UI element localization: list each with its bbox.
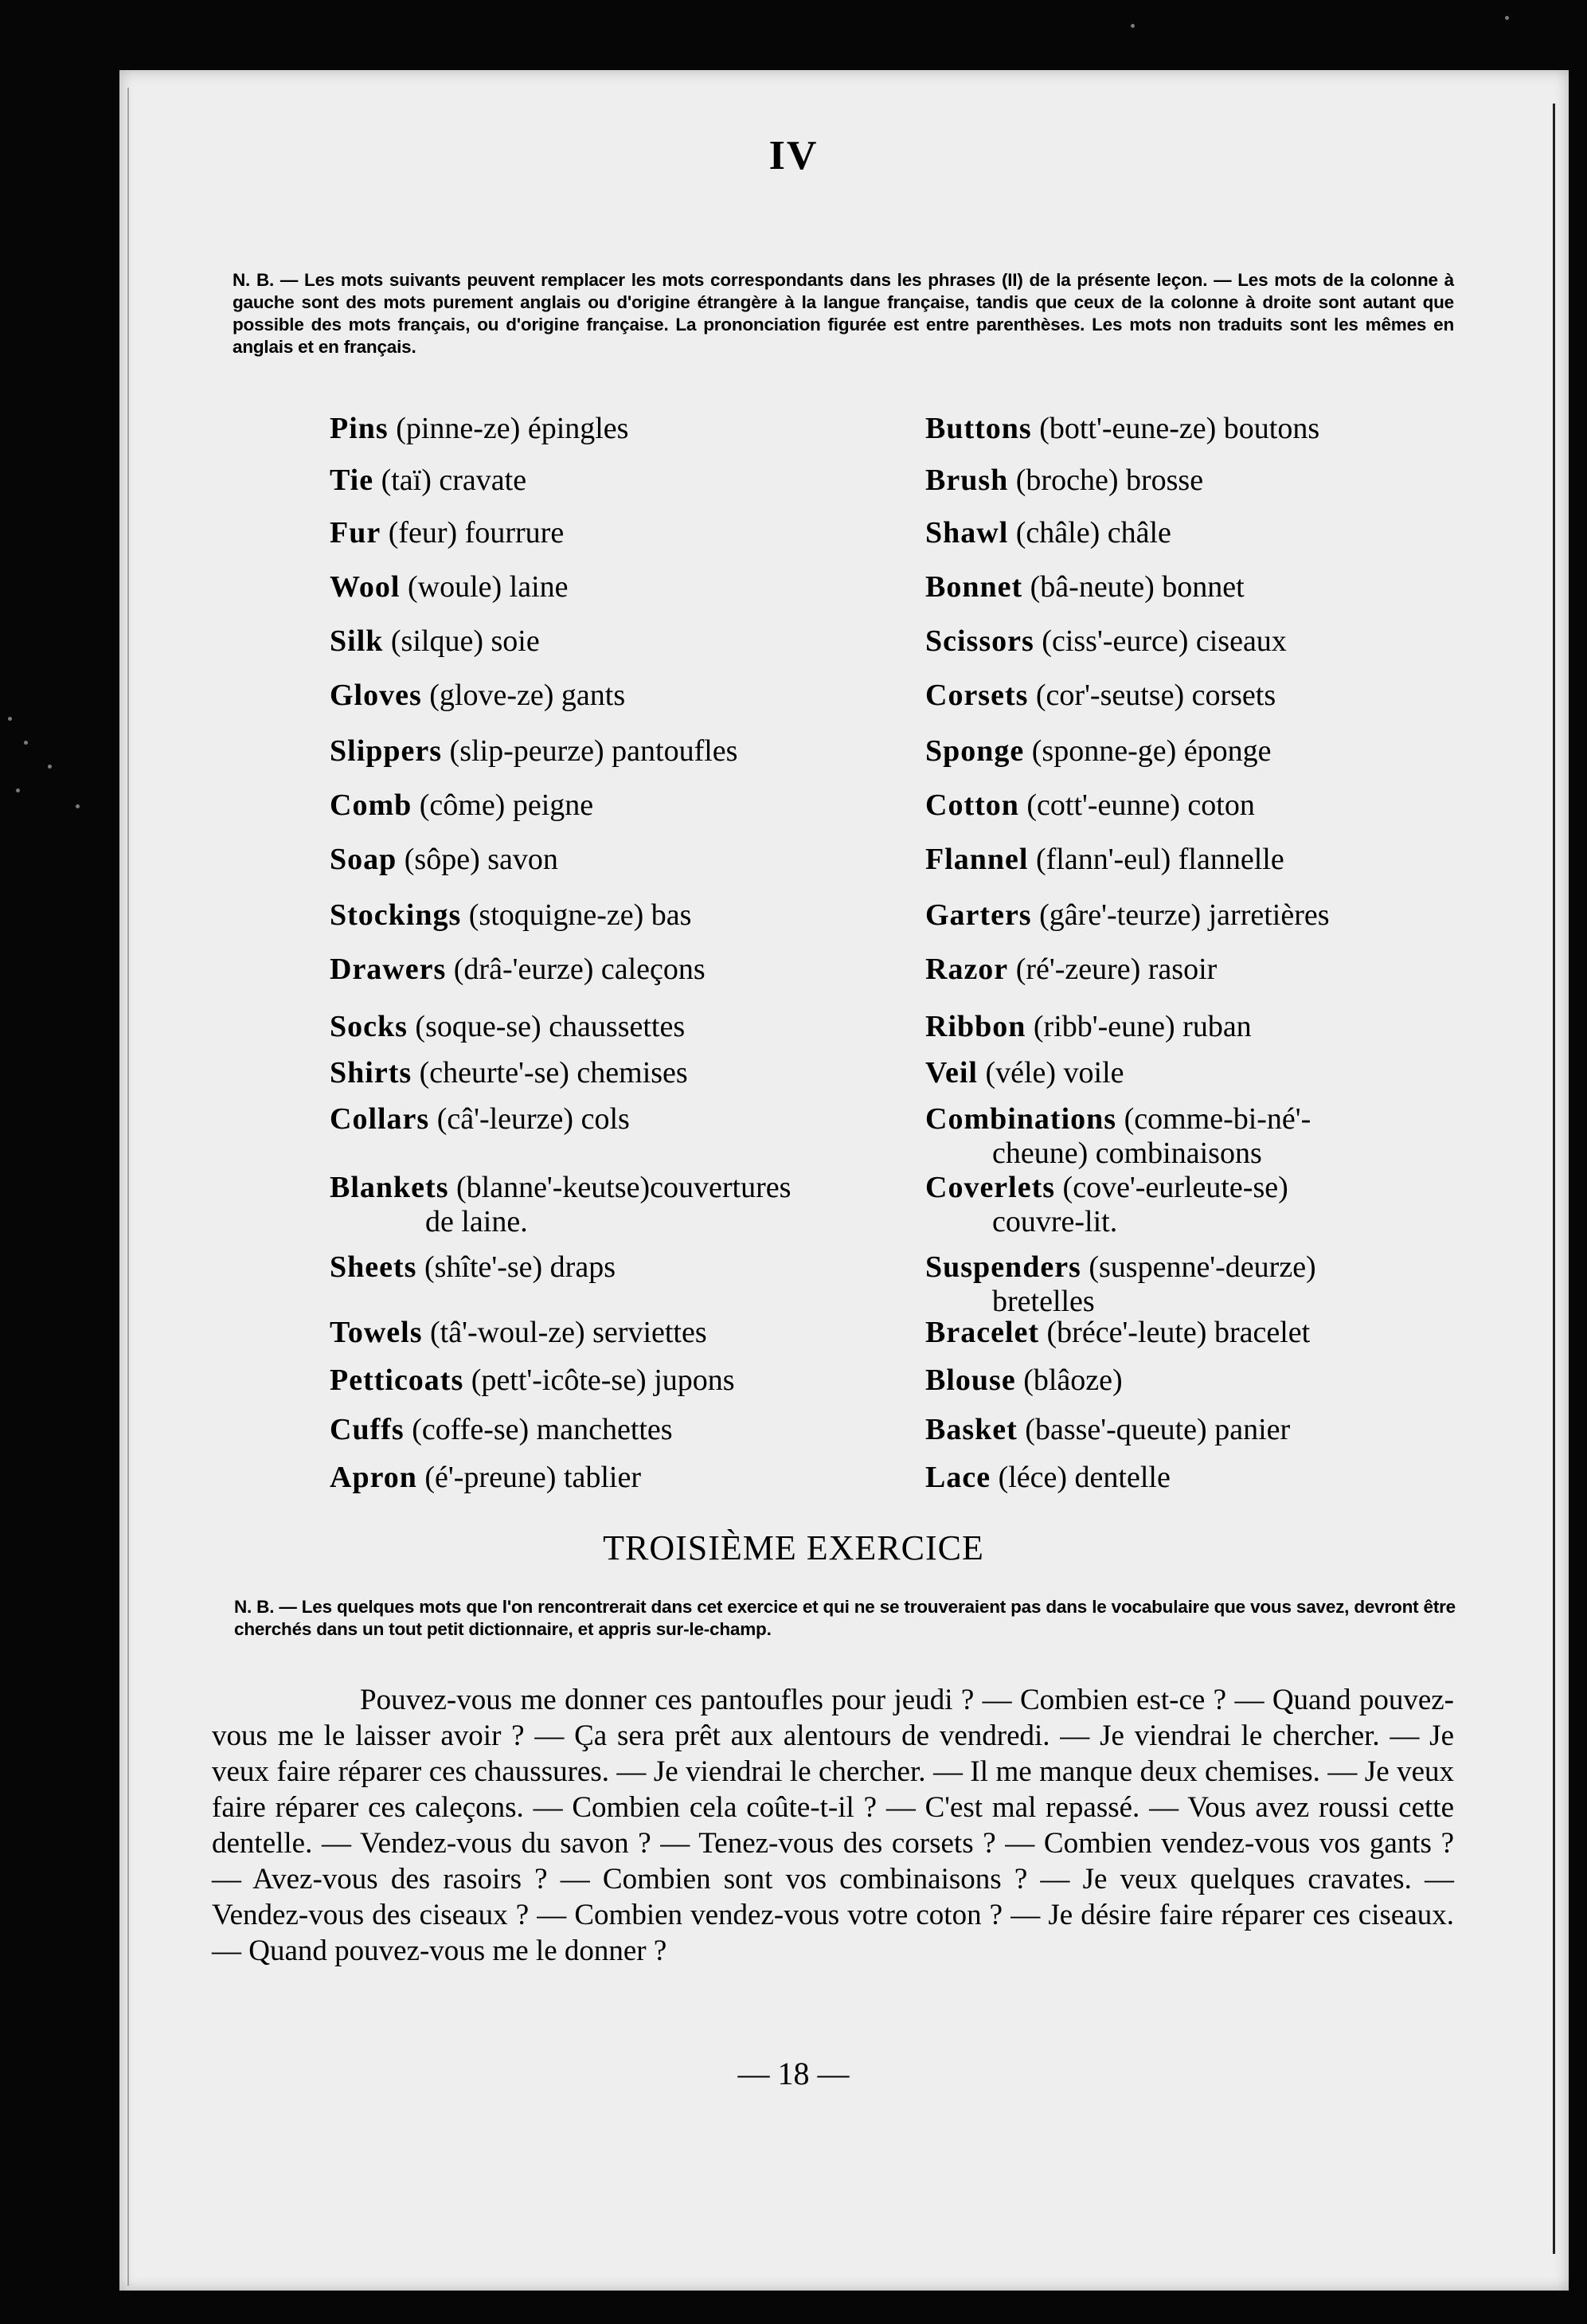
vocab-word: Tie: [330, 464, 374, 497]
vocab-word: Ribbon: [925, 1010, 1026, 1043]
vocab-entry-right: [925, 516, 1171, 550]
vocab-entry-right: [925, 464, 1203, 498]
vocab-word: Socks: [330, 1010, 408, 1043]
vocab-pronunciation-translation: (suspenne'-deurze): [1081, 1250, 1316, 1284]
vocab-word: Slippers: [330, 734, 443, 768]
vocab-word: Gloves: [330, 679, 422, 712]
vocab-pronunciation-translation: (pett'-icôte-se) jupons: [463, 1363, 735, 1397]
vocab-entry-right: [925, 1413, 1290, 1447]
vocab-entry-right: [925, 788, 1255, 823]
vocab-entry-right: [925, 1316, 1310, 1350]
vocab-pronunciation-translation: (bâ-neute) bonnet: [1022, 570, 1245, 604]
vocab-pronunciation-translation: (glove-ze) gants: [421, 679, 626, 712]
vocab-word: Stockings: [330, 898, 462, 932]
vocab-pronunciation-translation: (taï) cravate: [373, 464, 527, 497]
vocab-pronunciation-translation: (léce) dentelle: [991, 1461, 1171, 1494]
vocab-word: Apron: [330, 1461, 417, 1494]
vocab-entry-left: [330, 679, 625, 713]
vocab-entry-right: [925, 734, 1272, 769]
vocab-word: Garters: [925, 898, 1032, 932]
vocab-entry-left: [330, 734, 737, 769]
vocab-word: Bracelet: [925, 1316, 1040, 1349]
vocab-entry-right: [925, 1171, 1288, 1239]
note-exercise: [213, 1596, 1456, 1641]
note-top-text: N. B. — Les mots suivants peuvent remplacer les mots correspondants dans les phrases (II) de la présente leçon. — Les mots de la colonne à gauche sont des mots purement anglais ou d'origine étrangère à la langue française, tandis que ceux de la colonne à droite sont autant que possible des mots français, ou d'origine française. La prononciation figurée est entre parenthèses. Les mots non traduits sont les mêmes en anglais et en français.: [233, 270, 1454, 357]
vocab-pronunciation-translation: (bott'-eune-ze) boutons: [1031, 412, 1320, 445]
vocab-pronunciation-translation: (ribb'-eune) ruban: [1026, 1010, 1252, 1043]
vocab-word: Combinations: [925, 1102, 1117, 1136]
vocab-entry-left: [330, 953, 706, 987]
vocab-entry-right: [925, 1363, 1123, 1398]
vocab-entry-left: [330, 516, 564, 550]
vocab-word: Silk: [330, 624, 384, 658]
vocab-word: Sponge: [925, 734, 1025, 768]
vocab-continuation: cheune) combinaisons: [992, 1137, 1262, 1170]
vocab-pronunciation-translation: (silque) soie: [383, 624, 540, 658]
vocab-pronunciation-translation: (soque-se) chaussettes: [407, 1010, 686, 1043]
vocab-word: Shawl: [925, 516, 1009, 550]
vocab-entry-left: [330, 624, 540, 659]
vocab-word: Wool: [330, 570, 401, 604]
vocab-word: Blouse: [925, 1363, 1016, 1397]
vocab-pronunciation-translation: (ré'-zeure) rasoir: [1008, 953, 1218, 986]
vocab-word: Comb: [330, 788, 412, 822]
vocab-entry-right: [925, 953, 1217, 987]
vocab-pronunciation-translation: (blanne'-keutse)couvertures: [448, 1171, 792, 1204]
vocab-pronunciation-translation: (coffe-se) manchettes: [404, 1413, 673, 1446]
exercise-text: Pouvez-vous me donner ces pantoufles pour jeudi ? — Combien est-ce ? — Quand pouvez-vous me le laisser avoir ? — Ça sera prêt aux alentours de vendredi. — Je viendrai le chercher. — Je veux faire réparer ces chaussures. — Je viendrai le chercher. — Il me manque deux chemises. — Je veux faire réparer ces caleçons. — Combien cela coûte-t-il ? — C'est mal repassé. — Vous avez roussi cette dentelle. — Vendez-vous du savon ? — Tenez-vous des corsets ? — Combien vendez-vous vos gants ? — Avez-vous des rasoirs ? — Combien sont vos combinaisons ? — Je veux quelques cravates. — Vendez-vous des ciseaux ? — Combien vendez-vous votre coton ? — Je désire faire réparer ces ciseaux. — Quand pouvez-vous me le donner ?: [212, 1684, 1454, 1967]
vocab-entry-left: [330, 1056, 688, 1090]
vocab-word: Coverlets: [925, 1171, 1056, 1204]
vocab-word: Buttons: [925, 412, 1032, 445]
vocab-pronunciation-translation: (shîte'-se) draps: [416, 1250, 616, 1284]
vocab-pronunciation-translation: (gâre'-teurze) jarretières: [1031, 898, 1330, 932]
vocab-entry-right: [925, 624, 1287, 659]
vocab-word: Blankets: [330, 1171, 449, 1204]
vocab-continuation: de laine.: [425, 1205, 528, 1238]
vocab-pronunciation-translation: (slip-peurze) pantoufles: [442, 734, 738, 768]
vocab-entry-right: [925, 1461, 1171, 1495]
vocab-pronunciation-translation: (sponne-ge) éponge: [1024, 734, 1272, 768]
vocab-entry-left: [330, 464, 526, 498]
vocab-entry-left: [330, 898, 691, 933]
vocab-entry-right: [925, 1010, 1252, 1044]
exercise-heading: TROISIÈME EXERCICE: [603, 1528, 984, 1567]
vocab-entry-right: [925, 412, 1319, 446]
vocab-word: Flannel: [925, 843, 1029, 876]
vocab-entry-left: [330, 570, 569, 604]
vocab-pronunciation-translation: (sôpe) savon: [397, 843, 558, 876]
vocab-entry-left: [330, 1010, 685, 1044]
vocab-pronunciation-translation: (bréce'-leute) bracelet: [1039, 1316, 1311, 1349]
vocab-pronunciation-translation: (stoquigne-ze) bas: [461, 898, 692, 932]
vocab-pronunciation-translation: (câ'-leurze) cols: [429, 1102, 630, 1136]
vocab-entry-left: [330, 1171, 791, 1239]
vocab-word: Soap: [330, 843, 397, 876]
vocab-entry-left: [330, 1316, 707, 1350]
vocab-word: Veil: [925, 1056, 978, 1090]
vocab-entry-right: [925, 679, 1276, 713]
vocab-pronunciation-translation: (cott'-eunne) coton: [1018, 788, 1255, 822]
vocab-pronunciation-translation: (feur) fourrure: [381, 516, 565, 550]
vocab-word: Shirts: [330, 1056, 412, 1090]
exercise-paragraph: [212, 1682, 1454, 1969]
vocab-pronunciation-translation: (flann'-eul) flannelle: [1028, 843, 1284, 876]
vocab-continuation: bretelles: [992, 1285, 1095, 1318]
vocab-word: Bonnet: [925, 570, 1023, 604]
vocab-pronunciation-translation: (drâ-'eurze) caleçons: [446, 953, 706, 986]
vocab-entry-right: [925, 843, 1284, 877]
vocab-word: Razor: [925, 953, 1009, 986]
vocab-entry-left: [330, 1461, 641, 1495]
vocab-word: Basket: [925, 1413, 1018, 1446]
vocab-pronunciation-translation: (blâoze): [1015, 1363, 1123, 1397]
vocab-continuation: couvre-lit.: [992, 1205, 1118, 1238]
vocab-word: Scissors: [925, 624, 1034, 658]
vocab-word: Brush: [925, 464, 1009, 497]
vocab-word: Fur: [330, 516, 381, 550]
section-number: IV: [768, 133, 819, 178]
vocab-pronunciation-translation: (cove'-eurleute-se): [1055, 1171, 1288, 1204]
vocab-word: Sheets: [330, 1250, 417, 1284]
vocab-entry-left: [330, 788, 593, 823]
vocab-entry-left: [330, 1363, 735, 1398]
vocab-entry-left: [330, 1102, 630, 1137]
vocab-entry-right: [925, 1102, 1311, 1171]
vocab-word: Towels: [330, 1316, 423, 1349]
vocab-pronunciation-translation: (cor'-seutse) corsets: [1028, 679, 1276, 712]
vocab-entry-left: [330, 843, 558, 877]
vocab-entry-right: [925, 1056, 1124, 1090]
vocab-pronunciation-translation: (ciss'-eurce) ciseaux: [1034, 624, 1287, 658]
page-number: — 18 —: [737, 2056, 850, 2091]
vocab-entry-left: [330, 1250, 616, 1285]
vocab-entry-right: [925, 570, 1245, 604]
vocab-pronunciation-translation: (broche) brosse: [1008, 464, 1204, 497]
vocab-word: Suspenders: [925, 1250, 1081, 1284]
vocab-entry-right: [925, 898, 1330, 933]
vocab-word: Corsets: [925, 679, 1029, 712]
vocab-word: Collars: [330, 1102, 430, 1136]
vocab-word: Pins: [330, 412, 389, 445]
vocab-entry-right: [925, 1250, 1316, 1319]
vocab-word: Petticoats: [330, 1363, 464, 1397]
vocab-entry-left: [330, 412, 628, 446]
vocab-word: Lace: [925, 1461, 991, 1494]
vocab-pronunciation-translation: (véle) voile: [977, 1056, 1124, 1090]
vocab-pronunciation-translation: (basse'-queute) panier: [1017, 1413, 1291, 1446]
vocab-pronunciation-translation: (côme) peigne: [412, 788, 594, 822]
vocab-pronunciation-translation: (cheurte'-se) chemises: [412, 1056, 688, 1090]
vocab-pronunciation-translation: (é'-preune) tablier: [416, 1461, 642, 1494]
vocab-pronunciation-translation: (pinne-ze) épingles: [388, 412, 629, 445]
vocab-pronunciation-translation: (tâ'-woul-ze) serviettes: [422, 1316, 707, 1349]
vocab-entry-left: [330, 1413, 673, 1447]
vocab-pronunciation-translation: (châle) châle: [1008, 516, 1171, 550]
note-exercise-text: N. B. — Les quelques mots que l'on rencontrerait dans cet exercice et qui ne se trouveraient pas dans le vocabulaire que vous savez, devront être cherchés dans un tout petit dictionnaire, et appris sur-le-champ.: [234, 1597, 1456, 1639]
vocab-pronunciation-translation: (woule) laine: [400, 570, 569, 604]
vocab-word: Cuffs: [330, 1413, 405, 1446]
vocab-word: Cotton: [925, 788, 1019, 822]
vocab-pronunciation-translation: (comme-bi-né'-: [1116, 1102, 1311, 1136]
vocab-word: Drawers: [330, 953, 447, 986]
